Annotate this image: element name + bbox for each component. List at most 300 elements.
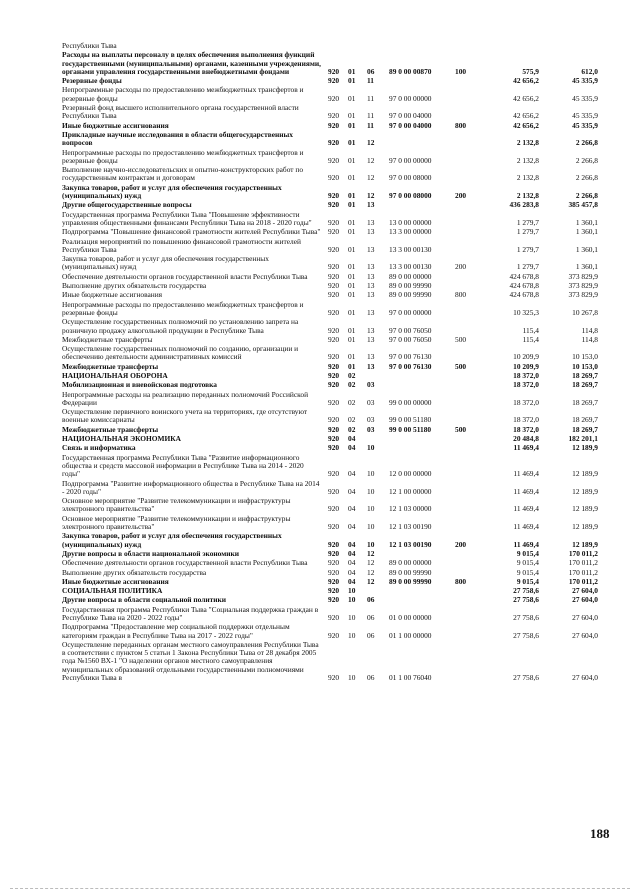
subsection-code: 12 <box>367 558 375 568</box>
amount-year-1: 9 015,4 <box>516 576 539 586</box>
department-code: 920 <box>328 191 340 201</box>
target-article-code: 89 0 00 00870 <box>389 66 432 76</box>
table-row <box>62 273 618 281</box>
subsection-code: 13 <box>367 200 375 210</box>
section-code: 04 <box>348 522 356 532</box>
expense-type-code: 800 <box>455 120 467 130</box>
table-row <box>62 550 618 558</box>
target-article-code: 97 0 00 76130 <box>389 352 432 362</box>
amount-year-1: 27 758,6 <box>513 586 539 596</box>
amount-year-2: 18 269,7 <box>572 380 598 390</box>
department-code: 920 <box>328 361 340 371</box>
row-name: Осуществление государственных полномочий по созданию, организации и обеспечению деятельности административных комиссий <box>62 344 299 362</box>
amount-year-2: 10 267,8 <box>572 307 598 317</box>
subsection-code: 06 <box>367 595 375 605</box>
amount-year-1: 11 469,4 <box>513 486 539 496</box>
expense-type-code: 800 <box>455 290 467 300</box>
amount-year-2: 114,8 <box>581 325 598 335</box>
amount-year-1: 27 758,6 <box>513 595 539 605</box>
table-row <box>62 77 618 85</box>
target-article-code: 97 0 00 00000 <box>389 155 432 165</box>
amount-year-2: 27 604,0 <box>572 630 598 640</box>
section-code: 01 <box>348 281 356 291</box>
amount-year-1: 436 283,8 <box>509 200 539 210</box>
row-name: Закупка товаров, работ и услуг для обеспечения государственных (муниципальных) нужд <box>62 254 269 272</box>
department-code: 920 <box>328 539 340 549</box>
section-code: 01 <box>348 290 356 300</box>
department-code: 920 <box>328 227 340 237</box>
section-code: 04 <box>348 504 356 514</box>
department-code: 920 <box>328 200 340 210</box>
target-article-code: 99 0 00 51180 <box>389 424 432 434</box>
table-row <box>62 444 618 452</box>
table-row <box>62 104 618 121</box>
amount-year-1: 424 678,8 <box>509 271 539 281</box>
target-article-code: 97 0 00 04000 <box>389 111 432 121</box>
amount-year-2: 2 266,8 <box>575 138 598 148</box>
subsection-code: 12 <box>367 155 375 165</box>
row-name: Прикладные научные исследования в области общегосударственных вопросов <box>62 129 293 148</box>
row-name: Осуществление переданных органам местного самоуправления Республики Тыва в соответствии с пунктом 5 статьи 1 Закона Республики Тыва от 28 декабря 2005 года №1560 ВХ-1 "О наделении органов местного самоуправления муниципальных образований отдельными государственными полномочиями Республики Тыва в <box>62 639 319 683</box>
amount-year-2: 170 011,2 <box>568 567 598 577</box>
amount-year-2: 2 266,8 <box>575 173 598 183</box>
table-row <box>62 184 618 201</box>
subsection-code: 03 <box>367 424 375 434</box>
expense-type-code: 200 <box>455 262 467 272</box>
expense-type-code: 500 <box>455 361 467 371</box>
section-code: 04 <box>348 558 356 568</box>
department-code: 920 <box>328 173 340 183</box>
target-article-code: 97 0 00 00000 <box>389 93 432 103</box>
amount-year-2: 18 269,7 <box>572 424 598 434</box>
amount-year-2: 27 604,0 <box>572 673 598 683</box>
amount-year-2: 18 269,7 <box>572 370 598 380</box>
target-article-code: 12 0 00 00000 <box>389 469 432 479</box>
department-code: 920 <box>328 120 340 130</box>
amount-year-2: 12 189,9 <box>572 469 598 479</box>
amount-year-2: 45 335,9 <box>572 93 598 103</box>
table-row <box>62 606 618 623</box>
amount-year-1: 27 758,6 <box>513 613 539 622</box>
target-article-code: 97 0 00 76050 <box>389 325 432 335</box>
section-code: 04 <box>348 548 356 558</box>
budget-table <box>62 42 618 683</box>
expense-type-code: 500 <box>455 424 467 434</box>
amount-year-1: 1 279,7 <box>516 262 539 272</box>
target-article-code: 12 1 00 00000 <box>389 486 432 496</box>
row-name: Связь и информатика <box>62 443 136 453</box>
subsection-code: 10 <box>367 486 375 496</box>
section-code: 10 <box>348 586 356 596</box>
row-name: Резервные фонды <box>62 76 122 86</box>
target-article-code: 89 0 00 00000 <box>389 271 432 281</box>
section-code: 02 <box>348 397 356 407</box>
section-code: 01 <box>348 191 356 201</box>
amount-year-1: 1 279,7 <box>516 227 539 237</box>
department-code: 920 <box>328 217 340 227</box>
subsection-code: 12 <box>367 548 375 558</box>
subsection-code: 10 <box>367 469 375 479</box>
section-code: 01 <box>348 262 356 272</box>
row-name: Другие вопросы в области национальной экономики <box>62 548 240 558</box>
amount-year-2: 45 335,9 <box>572 120 598 130</box>
department-code: 920 <box>328 155 340 165</box>
row-name: Государственная программа Республики Тыва "Развитие информационного общества и средств массовой информации в Республике Тыва на 2014 - 2020 годы" <box>62 452 304 479</box>
amount-year-2: 1 360,1 <box>575 227 598 237</box>
amount-year-2: 18 269,7 <box>572 397 598 407</box>
amount-year-1: 424 678,8 <box>509 281 539 291</box>
department-code: 920 <box>328 290 340 300</box>
subsection-code: 11 <box>367 111 375 121</box>
row-name: Закупка товаров, работ и услуг для обеспечения государственных (муниципальных) нужд <box>62 182 282 201</box>
target-article-code: 12 1 03 00190 <box>389 539 432 549</box>
subsection-code: 12 <box>367 191 375 201</box>
section-code: 04 <box>348 539 356 549</box>
department-code: 920 <box>328 281 340 291</box>
amount-year-2: 12 189,9 <box>572 443 598 453</box>
row-name: Основное мероприятие "Развитие телекоммуникации и инфраструктуры электронного правительства" <box>62 513 291 532</box>
expense-type-code: 800 <box>455 576 467 586</box>
amount-year-1: 2 132,8 <box>516 191 539 201</box>
amount-year-1: 2 132,8 <box>516 138 539 148</box>
subsection-code: 13 <box>367 217 375 227</box>
subsection-code: 11 <box>367 93 375 103</box>
department-code: 920 <box>328 522 340 532</box>
row-name: Другие вопросы в области социальной политики <box>62 595 227 605</box>
table-row <box>62 559 618 567</box>
row-name: Другие общегосударственные вопросы <box>62 200 192 210</box>
table-row <box>62 238 618 255</box>
subsection-code: 13 <box>367 262 375 272</box>
subsection-code: 13 <box>367 352 375 362</box>
section-code: 02 <box>348 370 356 380</box>
target-article-code: 13 3 00 00130 <box>389 244 432 254</box>
table-row <box>62 532 618 549</box>
row-name: Непрограммные расходы по предоставлению межбюджетных трансфертов и резервные фонды <box>62 299 304 317</box>
subsection-code: 13 <box>367 290 375 300</box>
section-code: 01 <box>348 217 356 227</box>
row-name: Межбюджетные трансферты <box>62 361 159 371</box>
department-code: 920 <box>328 76 340 86</box>
target-article-code: 89 0 00 99990 <box>389 576 432 586</box>
row-name: Иные бюджетные ассигнования <box>62 576 169 586</box>
amount-year-2: 18 269,7 <box>572 415 598 425</box>
subsection-code: 03 <box>367 415 375 425</box>
table-row <box>62 435 618 443</box>
department-code: 920 <box>328 673 340 683</box>
amount-year-2: 10 153,0 <box>572 361 598 371</box>
row-name: Осуществление первичного воинского учета на территориях, где отсутствуют военные комиссариаты <box>62 407 308 425</box>
amount-year-1: 9 015,4 <box>516 558 539 568</box>
subsection-code: 13 <box>367 334 375 344</box>
row-name: Осуществление государственных полномочий по установлению запрета на розничную продажу алкогольной продукции в Республике Тыва <box>62 317 299 335</box>
department-code: 920 <box>328 595 340 605</box>
amount-year-1: 18 372,0 <box>513 424 539 434</box>
table-row <box>62 578 618 586</box>
page-number: 188 <box>590 826 610 841</box>
section-code: 10 <box>348 630 356 640</box>
amount-year-1: 9 015,4 <box>516 548 539 558</box>
row-name: СОЦИАЛЬНАЯ ПОЛИТИКА <box>62 586 163 596</box>
section-code: 01 <box>348 352 356 362</box>
row-name: Государственная программа Республики Тыва "Социальная поддержка граждан в Республике Тыва на 2020 - 2022 годы" <box>62 604 319 622</box>
subsection-code: 13 <box>367 281 375 291</box>
department-code: 920 <box>328 576 340 586</box>
amount-year-2: 170 011,2 <box>568 558 598 568</box>
table-row <box>62 623 618 640</box>
amount-year-2: 2 266,8 <box>575 191 598 201</box>
table-row <box>62 211 618 228</box>
table-row <box>62 291 618 299</box>
amount-year-1: 11 469,4 <box>513 522 539 532</box>
department-code: 920 <box>328 613 340 622</box>
target-article-code: 89 0 00 00000 <box>389 558 432 568</box>
department-code: 920 <box>328 325 340 335</box>
amount-year-2: 373 829,9 <box>568 271 598 281</box>
amount-year-1: 424 678,8 <box>509 290 539 300</box>
section-code: 02 <box>348 424 356 434</box>
section-code: 01 <box>348 120 356 130</box>
table-row <box>62 131 618 148</box>
target-article-code: 97 0 00 08000 <box>389 191 432 201</box>
row-name: Обеспечение деятельности органов государственной власти Республики Тыва <box>62 271 308 281</box>
department-code: 920 <box>328 244 340 254</box>
row-name: Резервный фонд высшего исполнительного органа государственной власти Республики Тыва <box>62 103 299 121</box>
section-code: 01 <box>348 76 356 86</box>
amount-year-2: 27 604,0 <box>572 586 598 596</box>
row-name: Выполнение других обязательств государства <box>62 281 207 291</box>
section-code: 04 <box>348 486 356 496</box>
amount-year-2: 1 360,1 <box>575 244 598 254</box>
row-name: НАЦИОНАЛЬНАЯ ОБОРОНА <box>62 370 168 380</box>
table-row <box>62 301 618 318</box>
section-code: 01 <box>348 325 356 335</box>
target-article-code: 01 1 00 00000 <box>389 630 432 640</box>
section-code: 04 <box>348 576 356 586</box>
subsection-code: 10 <box>367 504 375 514</box>
target-article-code: 01 0 00 00000 <box>389 613 432 622</box>
amount-year-1: 1 279,7 <box>516 244 539 254</box>
section-code: 01 <box>348 66 356 76</box>
amount-year-1: 42 656,2 <box>513 120 539 130</box>
subsection-code: 13 <box>367 307 375 317</box>
subsection-code: 13 <box>367 227 375 237</box>
table-row <box>62 255 618 272</box>
subsection-code: 12 <box>367 567 375 577</box>
table-row <box>62 149 618 166</box>
target-article-code: 99 0 00 00000 <box>389 397 432 407</box>
amount-year-2: 12 189,9 <box>572 486 598 496</box>
target-article-code: 12 1 03 00190 <box>389 522 432 532</box>
table-row <box>62 336 618 344</box>
row-name: Расходы на выплаты персоналу в целях обеспечения выполнения функций государственными (муниципальными) органами, казенными учреждениями, органами управления государственными внебюджетными фондами <box>62 50 321 76</box>
department-code: 920 <box>328 586 340 596</box>
target-article-code: 97 0 00 00000 <box>389 307 432 317</box>
amount-year-2: 45 335,9 <box>572 111 598 121</box>
section-code: 01 <box>348 227 356 237</box>
amount-year-2: 27 604,0 <box>572 595 598 605</box>
amount-year-1: 11 469,4 <box>513 504 539 514</box>
subsection-code: 13 <box>367 325 375 335</box>
amount-year-2: 373 829,9 <box>568 290 598 300</box>
amount-year-2: 12 189,9 <box>572 522 598 532</box>
section-code: 01 <box>348 138 356 148</box>
target-article-code: 13 3 00 00000 <box>389 227 432 237</box>
section-code: 04 <box>348 567 356 577</box>
amount-year-1: 10 209,9 <box>513 361 539 371</box>
subsection-code: 06 <box>367 630 375 640</box>
table-row <box>62 480 618 497</box>
row-name: Межбюджетные трансферты <box>62 424 159 434</box>
expense-type-code: 200 <box>455 539 467 549</box>
section-code: 10 <box>348 613 356 622</box>
table-row <box>62 497 618 514</box>
section-code: 04 <box>348 434 356 444</box>
expense-type-code: 200 <box>455 191 467 201</box>
table-row <box>62 408 618 425</box>
department-code: 920 <box>328 307 340 317</box>
amount-year-1: 2 132,8 <box>516 173 539 183</box>
department-code: 920 <box>328 271 340 281</box>
row-name: Непрограммные расходы на реализацию переданных полномочий Российской Федерации <box>62 389 309 407</box>
amount-year-1: 10 325,3 <box>513 307 539 317</box>
department-code: 920 <box>328 352 340 362</box>
amount-year-2: 373 829,9 <box>568 281 598 291</box>
row-name: Непрограммные расходы по предоставлению межбюджетных трансфертов и резервные фонды <box>62 147 304 165</box>
amount-year-1: 575,9 <box>522 66 539 76</box>
subsection-code: 13 <box>367 244 375 254</box>
row-name: Иные бюджетные ассигнования <box>62 290 163 300</box>
amount-year-2: 114,8 <box>581 334 598 344</box>
table-row <box>62 596 618 604</box>
amount-year-1: 115,4 <box>522 325 539 335</box>
section-code: 01 <box>348 93 356 103</box>
target-article-code: 97 0 00 76050 <box>389 334 432 344</box>
section-code: 01 <box>348 361 356 371</box>
expense-type-code: 100 <box>455 66 467 76</box>
department-code: 920 <box>328 380 340 390</box>
table-row <box>62 122 618 130</box>
department-code: 920 <box>328 370 340 380</box>
expense-type-code: 500 <box>455 334 467 344</box>
section-code: 10 <box>348 595 356 605</box>
department-code: 920 <box>328 66 340 76</box>
section-code: 01 <box>348 155 356 165</box>
amount-year-2: 182 201,1 <box>568 434 598 444</box>
amount-year-1: 2 132,8 <box>516 155 539 165</box>
amount-year-2: 12 189,9 <box>572 539 598 549</box>
subsection-code: 03 <box>367 380 375 390</box>
table-row <box>62 51 618 76</box>
section-code: 01 <box>348 111 356 121</box>
amount-year-1: 11 469,4 <box>513 443 539 453</box>
subsection-code: 12 <box>367 138 375 148</box>
subsection-code: 06 <box>367 66 375 76</box>
target-article-code: 89 0 00 99990 <box>389 567 432 577</box>
row-name: Непрограммные расходы по предоставлению межбюджетных трансфертов и резервные фонды <box>62 85 304 103</box>
department-code: 920 <box>328 111 340 121</box>
table-row <box>62 166 618 183</box>
row-name: Подпрограмма "Предоставление мер социальной поддержки отдельным категориям граждан в Республике Тыва на 2017 - 2022 годы" <box>62 622 290 640</box>
amount-year-1: 18 372,0 <box>513 397 539 407</box>
target-article-code: 12 1 03 00000 <box>389 504 432 514</box>
row-name: Республики Тыва <box>62 41 117 50</box>
department-code: 920 <box>328 443 340 453</box>
subsection-code: 03 <box>367 397 375 407</box>
amount-year-2: 10 153,0 <box>572 352 598 362</box>
target-article-code: 99 0 00 51180 <box>389 415 432 425</box>
subsection-code: 10 <box>367 539 375 549</box>
table-row <box>62 641 618 682</box>
table-row <box>62 587 618 595</box>
amount-year-2: 12 189,9 <box>572 504 598 514</box>
row-name: Выполнение других обязательств государства <box>62 567 207 577</box>
amount-year-2: 170 011,2 <box>568 576 598 586</box>
amount-year-2: 1 360,1 <box>575 217 598 227</box>
amount-year-1: 1 279,7 <box>516 217 539 227</box>
amount-year-1: 27 758,6 <box>513 673 539 683</box>
amount-year-2: 170 011,2 <box>568 548 598 558</box>
target-article-code: 97 0 00 08000 <box>389 173 432 183</box>
department-code: 920 <box>328 567 340 577</box>
table-row <box>62 381 618 389</box>
subsection-code: 13 <box>367 361 375 371</box>
row-name: Обеспечение деятельности органов государственной власти Республики Тыва <box>62 558 308 568</box>
target-article-code: 89 0 00 99990 <box>389 290 432 300</box>
subsection-code: 12 <box>367 173 375 183</box>
row-name: Реализация мероприятий по повышению финансовой грамотности жителей Республики Тыва <box>62 236 301 254</box>
amount-year-1: 42 656,2 <box>513 93 539 103</box>
section-code: 04 <box>348 469 356 479</box>
row-name: Мобилизационная и вневойсковая подготовка <box>62 380 218 390</box>
amount-year-1: 18 372,0 <box>513 370 539 380</box>
subsection-code: 12 <box>367 576 375 586</box>
target-article-code: 97 0 00 04000 <box>389 120 432 130</box>
table-row <box>62 569 618 577</box>
amount-year-1: 42 656,2 <box>513 111 539 121</box>
table-row <box>62 201 618 209</box>
table-row <box>62 426 618 434</box>
row-name: Закупка товаров, работ и услуг для обеспечения государственных (муниципальных) нужд <box>62 531 282 549</box>
subsection-code: 06 <box>367 613 375 622</box>
table-row <box>62 345 618 362</box>
department-code: 920 <box>328 415 340 425</box>
table-row <box>62 282 618 290</box>
department-code: 920 <box>328 558 340 568</box>
section-code: 04 <box>348 443 356 453</box>
target-article-code: 01 1 00 76040 <box>389 673 432 683</box>
department-code: 920 <box>328 334 340 344</box>
amount-year-1: 42 656,2 <box>513 76 539 86</box>
row-name: Выполнение научно-исследовательских и опытно-конструкторских работ по государственным контрактам и договорам <box>62 165 304 183</box>
section-code: 01 <box>348 334 356 344</box>
amount-year-2: 385 457,8 <box>568 200 598 210</box>
section-code: 10 <box>348 673 356 683</box>
department-code: 920 <box>328 548 340 558</box>
subsection-code: 13 <box>367 271 375 281</box>
department-code: 920 <box>328 397 340 407</box>
section-code: 01 <box>348 244 356 254</box>
amount-year-2: 2 266,8 <box>575 155 598 165</box>
page-edge-divider <box>10 888 630 889</box>
subsection-code: 10 <box>367 522 375 532</box>
target-article-code: 13 0 00 00000 <box>389 217 432 227</box>
amount-year-1: 27 758,6 <box>513 630 539 640</box>
table-row <box>62 363 618 371</box>
row-name: Государственная программа Республики Тыва "Повышение эффективности управления общественными финансами Республики Тыва на 2018 - 2020 годы" <box>62 209 312 227</box>
table-row <box>62 391 618 408</box>
row-name: Межбюджетные трансферты <box>62 334 153 344</box>
